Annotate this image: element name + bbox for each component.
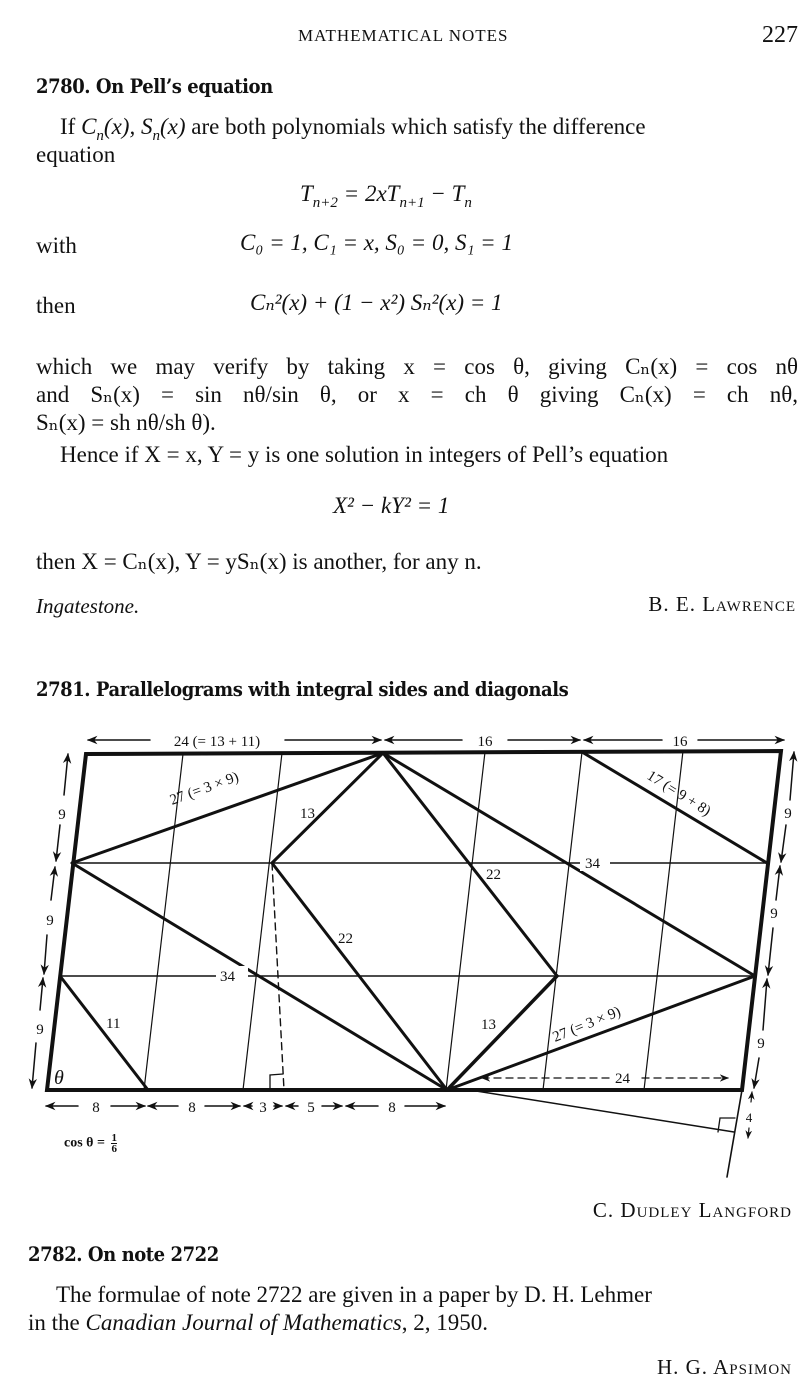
- dim-bottom-8b: 8: [188, 1100, 196, 1116]
- hence-line: Hence if X = x, Y = y is one solution in integers of Pell’s equation: [60, 442, 669, 467]
- math-sub: n+2: [312, 195, 338, 211]
- dim-left-9c: 9: [36, 1022, 44, 1038]
- dim-top-24: 24 (= 13 + 11): [173, 734, 261, 750]
- math-sub: n: [96, 128, 104, 144]
- note-2782-title: 2782. On note 2722: [28, 1242, 219, 1266]
- fraction: [111, 1133, 117, 1154]
- dim-top-16a: 16: [477, 734, 493, 750]
- label-22-left: 22: [338, 931, 353, 947]
- author-lawrence: B. E. Lawrence: [648, 592, 796, 616]
- cos-label: cos θ =: [64, 1135, 105, 1151]
- note-2780-title: 2780. On Pell’s equation: [36, 74, 273, 98]
- math-rhs: − T: [424, 181, 465, 206]
- text: If: [60, 114, 82, 139]
- label-24-dashed: 24: [615, 1071, 630, 1087]
- place: Ingatestone.: [36, 594, 140, 618]
- text: are both polynomials which satisfy the difference: [185, 114, 646, 139]
- label-13-lower: 13: [481, 1017, 496, 1033]
- angle-theta: θ: [54, 1067, 64, 1089]
- dim-right-9b: 9: [770, 906, 778, 922]
- math-sub: n+1: [399, 195, 425, 211]
- dim-bottom-8c: 8: [388, 1100, 396, 1116]
- label-13-upper: 13: [300, 806, 315, 822]
- equation-pell: X² − kY² = 1: [333, 493, 450, 518]
- label-27-lower: 27 (= 3 × 9): [550, 1003, 624, 1046]
- text: in the: [28, 1310, 86, 1335]
- then-label: then: [36, 293, 76, 318]
- math-S: S: [140, 114, 153, 139]
- dim-left-9a: 9: [58, 807, 66, 823]
- author-langford: C. Dudley Langford: [592, 1198, 792, 1222]
- label-22-right: 22: [486, 867, 501, 883]
- math-arg: (x),: [103, 114, 141, 139]
- parallelogram-outline: [47, 751, 781, 1090]
- cos-theta-caption: [64, 1133, 117, 1154]
- math-T: T: [300, 181, 313, 206]
- math-C: C: [81, 114, 97, 139]
- label-27-upper: 27 (= 3 × 9): [167, 769, 241, 809]
- dim-right-9c: 9: [757, 1036, 765, 1052]
- dim-right-4: 4: [745, 1110, 753, 1125]
- note-2781-title: 2781. Parallelograms with integral sides and diagonals: [36, 677, 569, 701]
- fraction-denominator: 6: [111, 1143, 117, 1155]
- author-apsimon: H. G. Apsimon: [656, 1355, 792, 1379]
- running-title: MATHEMATICAL NOTES: [298, 26, 509, 45]
- page-number: 227: [762, 22, 798, 48]
- note-2782-line2: [28, 1309, 488, 1337]
- dim-left-9b: 9: [46, 913, 54, 929]
- verify-line-1: which we may verify by taking x = cos θ, giving Cₙ(x) = cos nθ: [36, 354, 798, 379]
- dim-right-9a: 9: [784, 806, 792, 822]
- math-mid: = 2xT: [337, 181, 400, 206]
- dim-bottom-8a: 8: [92, 1100, 100, 1116]
- dim-bottom-3: 3: [259, 1100, 267, 1116]
- math-sub: n: [464, 195, 472, 211]
- label-34-upper: 34: [585, 856, 600, 872]
- journal-title: Canadian Journal of Mathematics: [85, 1310, 402, 1335]
- math-sub: n: [152, 128, 160, 144]
- label-17: 17 (= 9 + 8): [643, 767, 714, 820]
- label-11: 11: [106, 1016, 121, 1032]
- label-34-lower: 34: [220, 969, 235, 985]
- fraction-numerator: 1: [111, 1132, 117, 1144]
- verify-line-3: Sₙ(x) = sh nθ/sh θ).: [36, 410, 216, 435]
- with-label: with: [36, 233, 77, 258]
- note-2782-line1: The formulae of note 2722 are given in a paper by D. H. Lehmer: [56, 1282, 652, 1307]
- equation-initial-conditions: C₀ = 1, C₁ = x, S₀ = 0, S₁ = 1: [240, 230, 513, 255]
- math-arg: (x): [159, 114, 186, 139]
- dim-bottom-5: 5: [307, 1100, 315, 1116]
- verify-line-2: and Sₙ(x) = sin nθ/sin θ, or x = ch θ giving Cₙ(x) = ch nθ,: [36, 382, 798, 407]
- dim-top-16b: 16: [672, 734, 688, 750]
- note-2780-intro-line2: equation: [36, 142, 116, 167]
- conclusion-line: then X = Cₙ(x), Y = ySₙ(x) is another, for any n.: [36, 549, 482, 574]
- text: , 2, 1950.: [401, 1310, 488, 1335]
- equation-identity: Cₙ²(x) + (1 − x²) Sₙ²(x) = 1: [250, 290, 503, 315]
